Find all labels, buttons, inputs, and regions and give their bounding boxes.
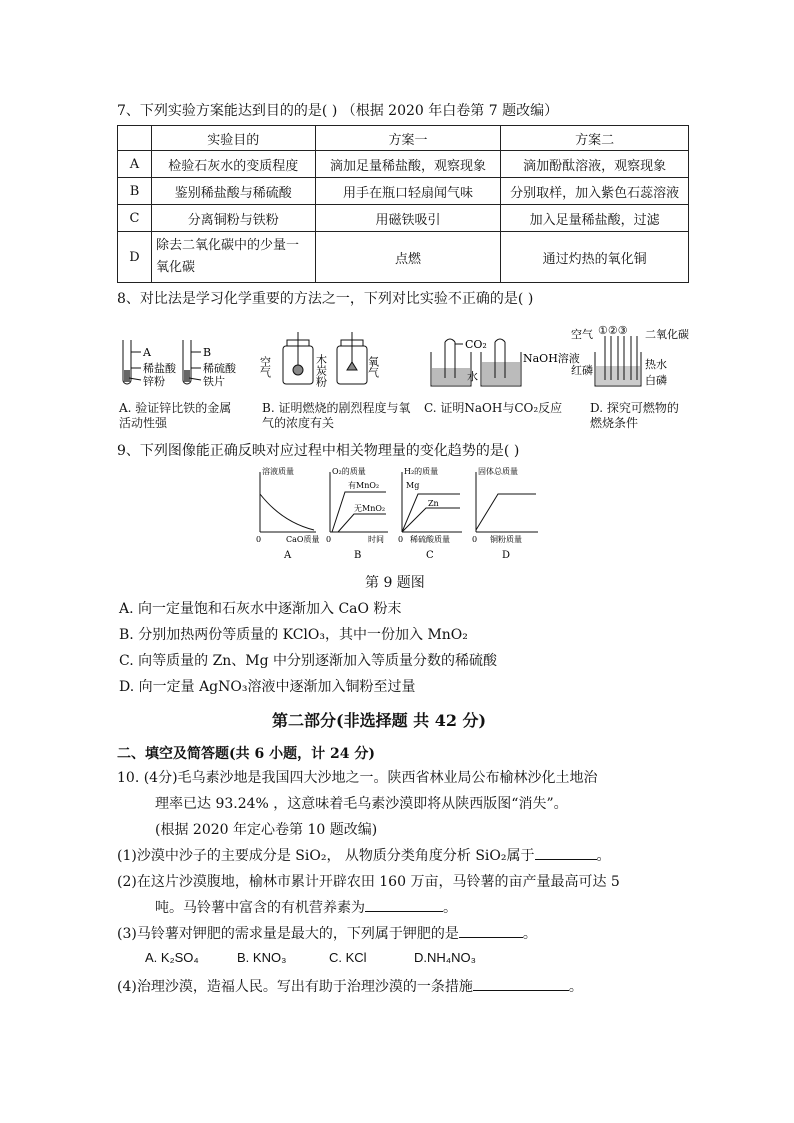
q10-source: (根据 2020 年定心卷第 10 题改编)	[155, 822, 378, 838]
graph-a-xlabel: CaO质量	[286, 535, 320, 544]
graph-b-xlabel: 时间	[368, 535, 384, 544]
label-o2-vertical: 氧气	[366, 356, 380, 378]
section-heading: 二、填空及简答题(共 6 小题，计 24 分)	[117, 746, 375, 762]
q7-table	[117, 125, 689, 283]
beaker-naoh-icon	[481, 339, 521, 386]
choice-d[interactable]: D.NH₄NO₃	[414, 950, 476, 965]
table-cell: 鉴别稀盐酸与稀硫酸	[151, 178, 315, 205]
table-row	[118, 232, 689, 283]
graph-c-series1: Mg	[406, 481, 420, 490]
graph-c-letter: C	[426, 550, 434, 561]
table-cell: 分别取样，加入紫色石蕊溶液	[501, 178, 689, 205]
q9-option-b: B. 分别加热两份等质量的 KClO₃，其中一份加入 MnO₂	[119, 627, 468, 643]
period: 。	[443, 900, 457, 916]
table-header-row	[118, 126, 689, 151]
label-naoh: NaOH溶液	[523, 352, 580, 365]
q8-caption-b: B. 证明燃烧的剧烈程度与氧气的浓度有关	[262, 401, 411, 430]
label-hcl: 稀盐酸	[143, 362, 176, 375]
choice-a[interactable]: A. K₂SO₄	[145, 950, 199, 965]
label-water: 水	[467, 370, 478, 383]
graph-a	[260, 472, 316, 532]
graph-c-series2: Zn	[428, 499, 439, 508]
choice-c[interactable]: C. KCl	[329, 950, 367, 965]
answer-blank-3[interactable]	[459, 924, 523, 938]
choice-b[interactable]: B. KNO₃	[237, 950, 287, 965]
table-cell: 用磁铁吸引	[315, 205, 501, 232]
graph-b-ylabel: O₂的质量	[332, 467, 366, 476]
graph-b-letter: B	[354, 550, 362, 561]
table-cell: 通过灼热的氧化铜	[501, 232, 689, 283]
q9-option-c: C. 向等质量的 Zn、Mg 中分别逐渐加入等质量分数的稀硫酸	[119, 653, 498, 669]
test-tube-b-icon	[183, 340, 191, 384]
table-row	[118, 205, 689, 232]
table-cell: 滴加足量稀盐酸，观察现象	[315, 151, 501, 178]
table-header-cell	[118, 126, 152, 151]
q10-choices	[145, 950, 476, 965]
graph-a-letter: A	[284, 550, 292, 561]
q8-caption-a: A. 验证锌比铁的金属活动性强	[119, 401, 232, 430]
q10-sub1-text: (1)沙漠中沙子的主要成分是 SiO₂， 从物质分类角度分析 SiO₂属于	[117, 848, 535, 864]
table-cell: 滴加酚酞溶液，观察现象	[501, 151, 689, 178]
table-header-cell: 方案二	[501, 126, 689, 151]
graph-d-origin: 0	[472, 535, 478, 544]
q9-figure-caption: 第 9 题图	[365, 575, 425, 591]
table-cell: A	[118, 151, 152, 178]
table-cell: B	[118, 178, 152, 205]
label-co2: CO₂	[465, 338, 487, 351]
label-air-vertical: 空气	[258, 356, 272, 378]
graph-b-series2: 无MnO₂	[354, 504, 386, 513]
table-cell: D	[118, 232, 152, 283]
table-header-cell: 方案一	[315, 126, 501, 151]
graph-a-origin: 0	[256, 535, 262, 544]
period: 。	[522, 926, 537, 942]
q10-line2: 理率已达 93.24% ，这意味着毛乌素沙漠即将从陕西版图“消失”。	[155, 796, 568, 812]
label-charcoal-vertical: 木炭粉	[314, 354, 328, 387]
table-cell: 加入足量稀盐酸，过滤	[501, 205, 689, 232]
label-h2so4: 稀硫酸	[203, 362, 236, 375]
table-row	[118, 178, 689, 205]
q7-stem: 7、下列实验方案能达到目的的是( ) （根据 2020 年白卷第 7 题改编）	[117, 103, 559, 119]
q8-stem: 8、对比法是学习化学重要的方法之一，下列对比实验不正确的是( )	[117, 291, 534, 307]
label-tube-numbers: ①②③	[598, 324, 628, 337]
q8-caption-c: C. 证明NaOH与CO₂反应	[424, 401, 563, 415]
label-air-d: 空气	[571, 328, 593, 341]
graph-c-xlabel: 稀硫酸质量	[410, 535, 450, 544]
tube-b-label: B	[203, 346, 212, 359]
graph-d-ylabel: 固体总质量	[478, 467, 518, 476]
q10-sub2-line2: 吨。马铃薯中富含的有机营养素为	[155, 900, 365, 916]
label-zinc: 锌粉	[143, 375, 165, 388]
q10-sub2-line1: (2)在这片沙漠腹地，榆林市累计开辟农田 160 万亩，马铃薯的亩产量最高可达 5	[117, 874, 620, 890]
q8-caption-d: D. 探究可燃物的燃烧条件	[590, 401, 679, 430]
graph-d-xlabel: 铜粉质量	[490, 535, 522, 544]
table-header-cell: 实验目的	[151, 126, 315, 151]
table-cell: C	[118, 205, 152, 232]
answer-blank-2[interactable]	[365, 898, 443, 912]
label-hot-water: 热水	[645, 358, 667, 371]
q9-stem: 9、下列图像能正确反映对应过程中相关物理量的变化趋势的是( )	[117, 443, 520, 459]
period: 。	[568, 979, 583, 995]
graph-b-series1: 有MnO₂	[348, 481, 380, 490]
graph-b-origin: 0	[326, 535, 332, 544]
jar-oxygen-icon	[337, 332, 367, 384]
q8-apparatus-figure	[115, 322, 695, 394]
table-cell: 检验石灰水的变质程度	[151, 151, 315, 178]
graph-a-ylabel: 溶液质量	[262, 467, 294, 476]
label-co2-d: 二氧化碳	[645, 328, 689, 341]
graph-d	[476, 472, 538, 532]
answer-blank-1[interactable]	[535, 846, 597, 860]
label-white-p: 白磷	[645, 374, 667, 387]
label-red-p: 红磷	[571, 364, 593, 377]
label-iron: 铁片	[203, 375, 225, 388]
jar-air-icon	[283, 332, 313, 384]
q9-option-a: A. 向一定量饱和石灰水中逐渐加入 CaO 粉末	[119, 601, 402, 617]
q10-sub4-text: (4)治理沙漠，造福人民。写出有助于治理沙漠的一条措施	[117, 979, 473, 995]
q10-sub3-text: (3)马铃薯对钾肥的需求量是最大的，下列属于钾肥的是	[117, 926, 459, 942]
table-cell: 用手在瓶口轻扇闻气味	[315, 178, 501, 205]
table-cell: 点燃	[315, 232, 501, 283]
hot-water-beaker-icon	[595, 336, 641, 386]
q9-graphs-figure	[250, 464, 550, 564]
table-cell: 分离铜粉与铁粉	[151, 205, 315, 232]
q10-line1: 10. (4分)毛乌素沙地是我国四大沙地之一。陕西省林业局公布榆林沙化土地治	[117, 770, 598, 786]
tube-a-label: A	[143, 346, 151, 359]
table-cell: 除去二氧化碳中的少量一氧化碳	[151, 232, 315, 283]
graph-c-origin: 0	[398, 535, 404, 544]
graph-c-ylabel: H₂的质量	[404, 467, 439, 476]
q9-option-d: D. 向一定量 AgNO₃溶液中逐渐加入铜粉至过量	[119, 679, 416, 695]
answer-blank-4[interactable]	[473, 977, 569, 991]
graph-d-letter: D	[502, 550, 511, 561]
period: 。	[596, 848, 611, 864]
part2-title: 第二部分(非选择题 共 42 分)	[272, 711, 487, 730]
test-tube-a-icon	[123, 340, 131, 384]
table-row	[118, 151, 689, 178]
